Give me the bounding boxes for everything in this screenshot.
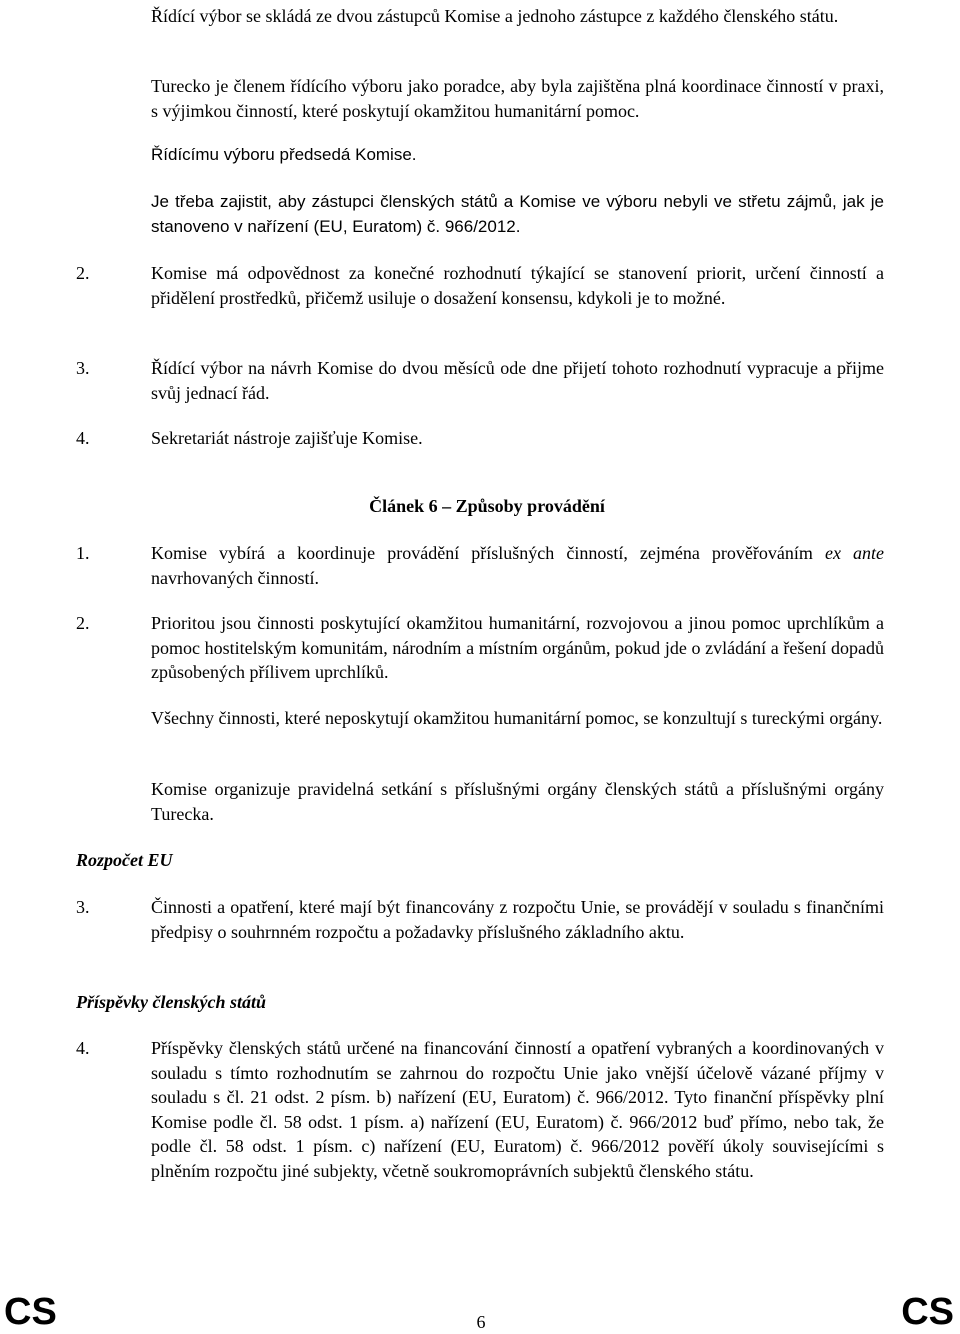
paragraph-turkey-advisor: Turecko je členem řídícího výboru jako poradce, aby byla zajištěna plná koordinace činností v praxi, s výjimkou činností, které poskytují okamžitou humanitární pomoc. <box>151 76 884 121</box>
paragraph-rules-of-procedure: Řídící výbor na návrh Komise do dvou měsíců ode dne přijetí tohoto rozhodnutí vypracuje a přijme svůj jednací řád. <box>151 358 884 403</box>
page-number: 6 <box>476 1312 486 1332</box>
ex-ante-term: ex ante <box>824 543 884 563</box>
paragraph-member-contributions: Příspěvky členských států určené na financování činností a opatření vybraných a koordinovaných v souladu s tímto rozhodnutím se zahrnou do rozpočtu Unie jako vnější účelově vázané příjmy v souladu s čl. 21 odst. 2 písm. b) nařízení (EU, Euratom) č. 966/2012. Tyto finanční příspěvky plní Komise podle čl. 58 odst. 1 písm. a) nařízení (EU, Euratom) č. 966/2012 buď přímo, nebo tak, že podle čl. 58 odst. 1 písm. c) nařízení (EU, Euratom) č. 966/2012 pověří úkoly souvisejícími s plněním rozpočtu jiné subjekty, včetně soukromoprávních subjektů členského státu. <box>151 1038 884 1181</box>
paragraph-selection-coordination: Komise vybírá a koordinuje provádění příslušných činností, zejména prověřováním ex ante navrhovaných činností. <box>151 543 884 588</box>
item-number: 3. <box>76 897 90 917</box>
item-number: 1. <box>76 543 90 563</box>
paragraph-budget-implementation: Činnosti a opatření, které mají být financovány z rozpočtu Unie, se provádějí v souladu s finančními předpisy o souhrnném rozpočtu a požadavky příslušného základního aktu. <box>151 897 884 942</box>
paragraph-final-decision: Komise má odpovědnost za konečné rozhodnutí týkající se stanovení priorit, určení činností a přidělení prostředků, přičemž usiluje o dosažení konsensu, kdykoli je to možné. <box>151 263 884 308</box>
paragraph-consultation: Všechny činnosti, které neposkytují okamžitou humanitární pomoc, se konzultují s tureckými orgány. <box>151 708 883 728</box>
section-heading-member-contributions: Příspěvky členských států <box>76 992 266 1012</box>
paragraph-priority-activities: Prioritou jsou činnosti poskytující okamžitou humanitární, rozvojovou a jinou pomoc uprchlíkům a pomoc hostitelským komunitám, národním a místním orgánům, pokud jde o zvládání a řešení dopadů způsobených přílivem uprchlíků. <box>151 613 884 682</box>
footer-language-code-right: CS <box>901 1291 954 1333</box>
item-number: 2. <box>76 613 90 633</box>
section-heading-eu-budget: Rozpočet EU <box>76 850 173 870</box>
item-number: 3. <box>76 358 90 378</box>
paragraph-chair: Řídícímu výboru předsedá Komise. <box>151 145 417 164</box>
paragraph-regular-meetings: Komise organizuje pravidelná setkání s příslušnými orgány členských států a příslušnými orgány Turecka. <box>151 779 884 824</box>
paragraph-committee-composition: Řídící výbor se skládá ze dvou zástupců Komise a jednoho zástupce z každého členského státu. <box>151 6 839 26</box>
paragraph-secretariat: Sekretariát nástroje zajišťuje Komise. <box>151 428 423 448</box>
paragraph-conflict-of-interest: Je třeba zajistit, aby zástupci členských států a Komise ve výboru nebyli ve střetu zájmů, jak je stanoveno v nařízení (EU, Euratom) č. 966/2012. <box>151 192 884 236</box>
item-number: 2. <box>76 263 90 283</box>
footer-language-code-left: CS <box>4 1291 57 1333</box>
item-number: 4. <box>76 428 90 448</box>
item-number: 4. <box>76 1038 90 1058</box>
article-6-heading: Článek 6 – Způsoby provádění <box>369 496 605 516</box>
